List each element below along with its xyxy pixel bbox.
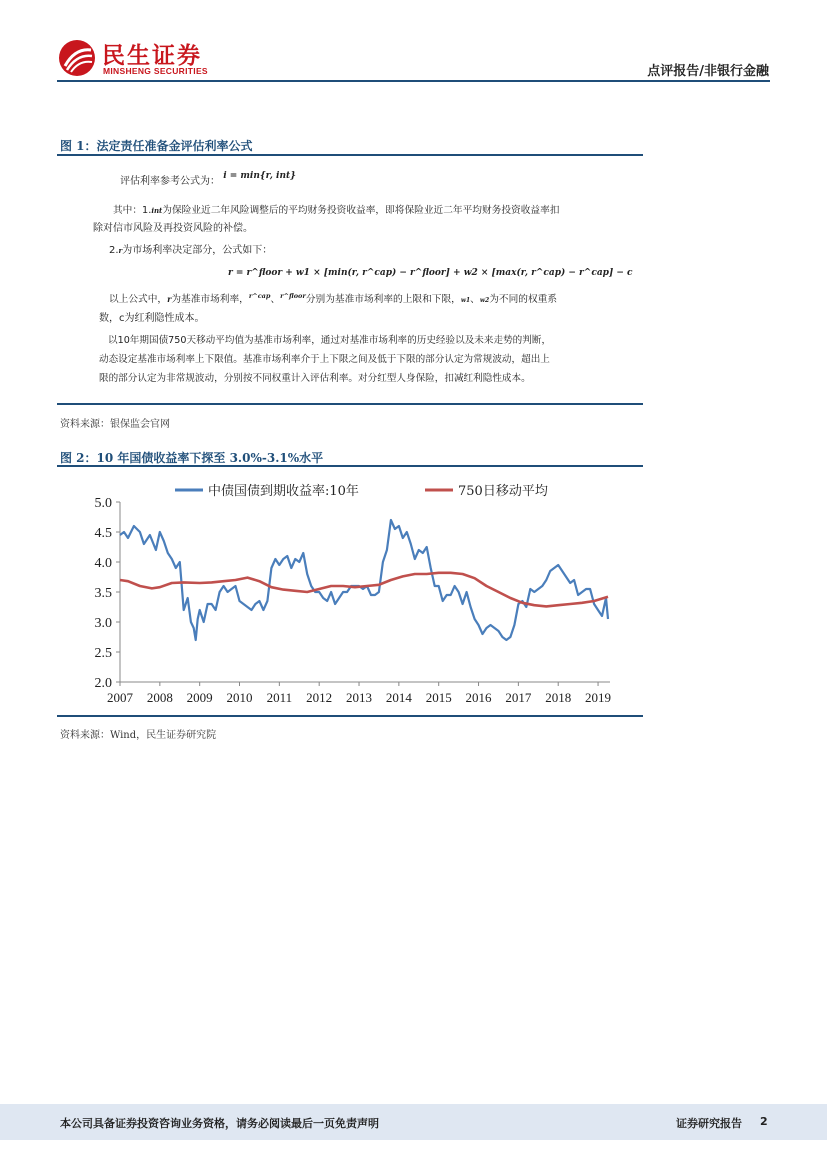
y-tick-label: 2.0 (94, 676, 112, 691)
formula-line-3: 除对信市风险及再投资风险的补偿。 (93, 223, 253, 234)
formula-line-7: 以10年期国债750天移动平均值为基准市场利率，通过对基准市场利率的历史经验以及未来走势的判断， (108, 335, 552, 346)
x-tick-label: 2019 (585, 690, 612, 705)
footer-disclaimer: 本公司具备证券投资咨询业务资格，请务必阅读最后一页免责声明 (60, 1117, 379, 1130)
formula-line-4: 2.r为市场利率决定部分，公式如下： (109, 245, 273, 256)
y-tick-label: 2.5 (94, 646, 112, 661)
logo-mark-icon (57, 38, 97, 78)
header-divider (57, 80, 770, 82)
x-tick-label: 2010 (226, 690, 253, 705)
logo-name-cn: 民生证券 (102, 43, 202, 69)
x-tick-label: 2012 (306, 690, 333, 705)
series-line-10y-yield (120, 520, 608, 640)
formula-line-5: 以上公式中，r为基准市场利率，$^{r\^{}cap}$、$^{r\^{}floor}$分别为基准市场利率的上限和下限，w1、w2为不同的权重系 (109, 292, 558, 305)
report-category: 点评报告/非银行金融 (647, 64, 769, 79)
y-tick-label: 3.5 (94, 586, 112, 601)
figure2-title: 图 2：10 年国债收益率下探至 3.0%-3.1%水平 (60, 451, 324, 465)
legend-label: 中债国债到期收益率:10年 (208, 484, 359, 499)
formula-line-1: 评估利率参考公式为： i = min{r, int} (120, 171, 296, 187)
logo (57, 38, 217, 80)
figure1-title: 图 1：法定责任准备金评估利率公式 (60, 139, 253, 153)
x-tick-label: 2015 (425, 690, 452, 705)
x-tick-label: 2016 (465, 690, 492, 705)
footer-page-number: 2 (760, 1115, 768, 1128)
figure2-top-rule (57, 465, 643, 467)
x-tick-label: 2011 (266, 690, 293, 705)
figure2-bottom-rule (57, 715, 643, 717)
y-tick-label: 3.0 (94, 616, 112, 631)
figure1-top-rule (57, 154, 643, 156)
figure1-source: 资料来源：银保监会官网 (60, 419, 170, 430)
yield-chart (57, 470, 643, 715)
formula-min: i = min{r, int} (223, 171, 296, 181)
figure2-source: 资料来源：Wind，民生证券研究院 (60, 730, 217, 741)
y-tick-label: 4.0 (94, 556, 112, 571)
x-tick-label: 2008 (146, 690, 173, 705)
formula-line-6: 数，c为红利隐性成本。 (99, 313, 205, 324)
formula-rate: r = r^floor + w1 × [min(r, r^cap) − r^floor] + w2 × [max(r, r^cap) − r^cap] − c (228, 268, 633, 278)
x-tick-label: 2013 (346, 690, 373, 705)
x-tick-label: 2014 (385, 690, 412, 705)
formula-line-9: 限的部分认定为非常规波动，分别按不同权重计入评估利率。对分红型人身保险，扣减红利隐性成本。 (99, 373, 531, 384)
y-tick-label: 5.0 (94, 496, 112, 511)
figure1-bottom-rule (57, 403, 643, 405)
formula-line-2: 其中：1.int为保险业近二年风险调整后的平均财务投资收益率，即将保险业近二年平均财务投资收益率扣 (113, 205, 560, 216)
legend-label: 750日移动平均 (458, 484, 548, 499)
logo-name-en: MINSHENG SECURITIES (103, 66, 208, 76)
x-tick-label: 2007 (107, 690, 133, 705)
formula-line-8: 动态设定基准市场利率上下限值。基准市场利率介于上下限之间及低于下限的部分认定为常规波动，超出上 (99, 354, 550, 365)
y-tick-label: 4.5 (94, 526, 112, 541)
x-tick-label: 2009 (186, 690, 213, 705)
x-tick-label: 2018 (545, 690, 572, 705)
footer-report-type: 证券研究报告 (676, 1117, 742, 1130)
x-tick-label: 2017 (505, 690, 532, 705)
